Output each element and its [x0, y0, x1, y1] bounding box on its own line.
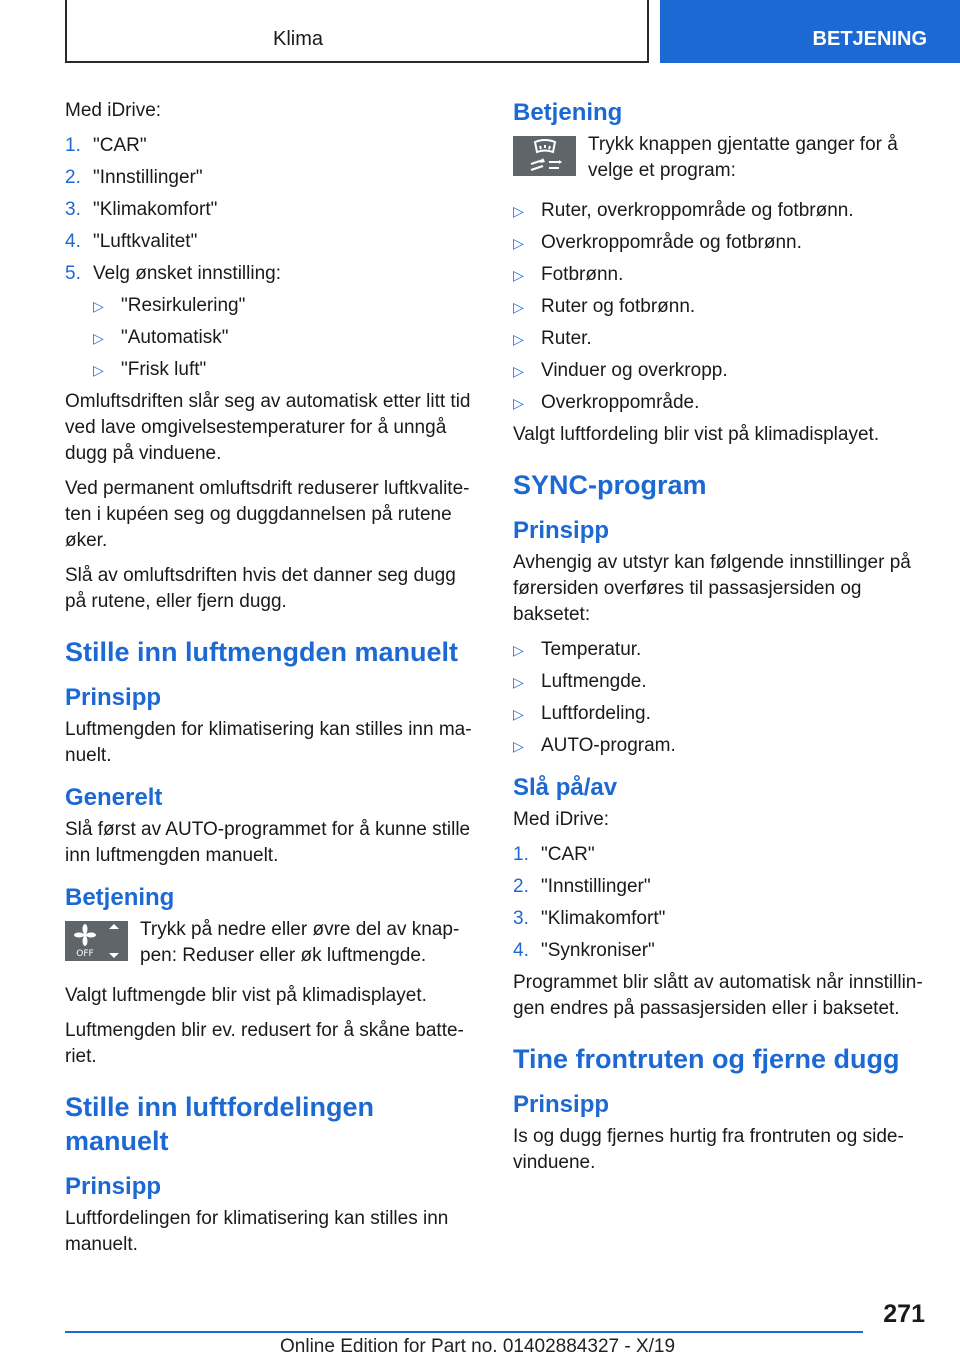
option-text: "Frisk luft" [121, 359, 207, 380]
step-number: 4. [513, 940, 529, 961]
bullet-triangle-icon: ▷ [513, 395, 524, 411]
list-item [513, 637, 923, 663]
bullet-triangle-icon: ▷ [513, 706, 524, 722]
body-paragraph: Programmet blir slått av automatisk når innstillingen endres på passasjersiden eller i baksetet. [513, 972, 923, 1019]
step-text: "Innstillinger" [541, 876, 651, 897]
list-item [513, 358, 923, 384]
body-paragraph: Trykk på nedre eller øvre del av knappen: Reduser eller øk luftmengde. [140, 919, 460, 966]
subsection-heading: Prinsipp [65, 684, 162, 711]
body-paragraph: Slå først av AUTO-programmet for å kunne stille inn luftmengden manuelt. [65, 819, 471, 866]
option-text: "Automatisk" [121, 327, 229, 348]
list-item [513, 701, 923, 727]
list-item [513, 326, 923, 352]
step-text: "Klimakomfort" [93, 199, 218, 220]
step-text: Velg ønsket innstilling: [93, 263, 281, 284]
program-text: Ruter, overkroppområde og fotbrønn. [541, 200, 854, 221]
list-item [513, 842, 923, 868]
fan-off-label: OFF [76, 949, 94, 959]
list-item [65, 133, 475, 159]
subsection-heading: Prinsipp [513, 517, 610, 544]
section-heading: Stille inn luftfordelingen manuelt [65, 1092, 374, 1156]
subsection-heading: Generelt [65, 784, 163, 811]
idrive-intro: Med iDrive: [513, 809, 610, 830]
bullet-triangle-icon: ▷ [93, 330, 104, 346]
body-paragraph: Luftfordelingen for klimatisering kan stilles inn manuelt. [65, 1208, 449, 1255]
step-text: "Synkroniser" [541, 940, 655, 961]
fan-speed-button-icon [65, 921, 128, 961]
sync-item-text: Temperatur. [541, 639, 642, 660]
option-text: "Resirkulering" [121, 295, 246, 316]
step-number: 3. [65, 199, 81, 220]
subsection-heading: Prinsipp [65, 1173, 162, 1200]
body-paragraph: Omluftsdriften slår seg av automatisk etter litt tid ved lave omgivelsestemperaturer for å unngå dugg på vinduene. [65, 391, 471, 464]
body-paragraph: Slå av omluftsdriften hvis det danner seg dugg på rutene, eller fjern dugg. [65, 565, 456, 612]
sync-item-text: Luftfordeling. [541, 703, 651, 724]
list-item [513, 390, 923, 416]
page-number: 271 [883, 1300, 925, 1328]
list-item [513, 906, 923, 932]
list-item [513, 938, 923, 964]
list-item [513, 230, 923, 256]
airflow-button-instruction [513, 132, 923, 184]
step-number: 4. [65, 231, 81, 252]
header-frame [65, 0, 649, 63]
step-number: 2. [65, 167, 81, 188]
list-item [93, 325, 475, 351]
body-paragraph: Luftmengden blir ev. redusert for å skåne batteriet. [65, 1020, 464, 1067]
list-item [513, 874, 923, 900]
section-heading: Stille inn luftmengden manuelt [65, 637, 459, 667]
list-item [513, 669, 923, 695]
subsection-heading: Prinsipp [513, 1091, 610, 1118]
step-text: "Luftkvalitet" [93, 231, 198, 252]
right-column [513, 98, 923, 1185]
onoff-steps [513, 842, 923, 964]
sync-item-text: AUTO-program. [541, 735, 676, 756]
section-heading: Tine frontruten og fjerne dugg [513, 1044, 900, 1074]
step-number: 1. [65, 135, 81, 156]
air-distribution-button-icon [513, 136, 576, 176]
list-item [65, 261, 475, 287]
section-heading: SYNC-program [513, 470, 707, 500]
idrive-steps [65, 133, 475, 287]
bullet-triangle-icon: ▷ [513, 738, 524, 754]
idrive-intro: Med iDrive: [65, 100, 162, 121]
subsection-heading: Betjening [513, 99, 623, 126]
footer-edition: Online Edition for Part no. 01402884327 - X/19 [280, 1336, 676, 1357]
footer-divider [65, 1331, 863, 1333]
step-text: "CAR" [93, 135, 147, 156]
program-text: Fotbrønn. [541, 264, 624, 285]
body-paragraph: Valgt luftfordeling blir vist på klimadisplayet. [513, 424, 880, 445]
bullet-triangle-icon: ▷ [513, 203, 524, 219]
program-text: Vinduer og overkropp. [541, 360, 728, 381]
body-paragraph: Valgt luftmengde blir vist på klimadisplayet. [65, 985, 427, 1006]
fan-button-instruction [65, 917, 475, 969]
list-item [65, 197, 475, 223]
list-item [65, 165, 475, 191]
list-item [93, 357, 475, 383]
list-item [513, 262, 923, 288]
bullet-triangle-icon: ▷ [513, 267, 524, 283]
header-section-title: Klima [272, 28, 323, 50]
subsection-heading: Slå på/av [513, 774, 618, 801]
program-text: Overkroppområde. [541, 392, 700, 413]
body-paragraph: Is og dugg fjernes hurtig fra frontruten og sidevinduene. [513, 1126, 904, 1173]
step-number: 2. [513, 876, 529, 897]
bullet-triangle-icon: ▷ [513, 331, 524, 347]
body-paragraph: Ved permanent omluftsdrift reduserer luftkvaliteten i kupéen seg og duggdannelsen på rutene øker. [65, 478, 470, 551]
sync-item-text: Luftmengde. [541, 671, 647, 692]
option-list [93, 293, 475, 383]
list-item [93, 293, 475, 319]
list-item [513, 198, 923, 224]
bullet-triangle-icon: ▷ [93, 362, 104, 378]
step-text: "Klimakomfort" [541, 908, 666, 929]
list-item [65, 229, 475, 255]
step-text: "CAR" [541, 844, 595, 865]
program-text: Ruter og fotbrønn. [541, 296, 696, 317]
subsection-heading: Betjening [65, 884, 175, 911]
body-paragraph: Luftmengden for klimatisering kan stilles inn manuelt. [65, 719, 472, 766]
step-text: "Innstillinger" [93, 167, 203, 188]
list-item [513, 294, 923, 320]
bullet-triangle-icon: ▷ [93, 298, 104, 314]
body-paragraph: Avhengig av utstyr kan følgende innstillinger på førersiden overføres til passasjersiden og baksetet: [513, 552, 911, 625]
bullet-triangle-icon: ▷ [513, 642, 524, 658]
left-column [65, 98, 475, 1267]
list-item [513, 733, 923, 759]
program-list [513, 198, 923, 416]
step-number: 3. [513, 908, 529, 929]
bullet-triangle-icon: ▷ [513, 235, 524, 251]
sync-list [513, 637, 923, 759]
step-number: 5. [65, 263, 81, 284]
header-chapter-tab: BETJENING [660, 0, 960, 63]
program-text: Overkroppområde og fotbrønn. [541, 232, 802, 253]
bullet-triangle-icon: ▷ [513, 674, 524, 690]
program-text: Ruter. [541, 328, 592, 349]
body-paragraph: Trykk knappen gjentatte ganger for å velge et program: [588, 134, 898, 181]
bullet-triangle-icon: ▷ [513, 299, 524, 315]
bullet-triangle-icon: ▷ [513, 363, 524, 379]
step-number: 1. [513, 844, 529, 865]
